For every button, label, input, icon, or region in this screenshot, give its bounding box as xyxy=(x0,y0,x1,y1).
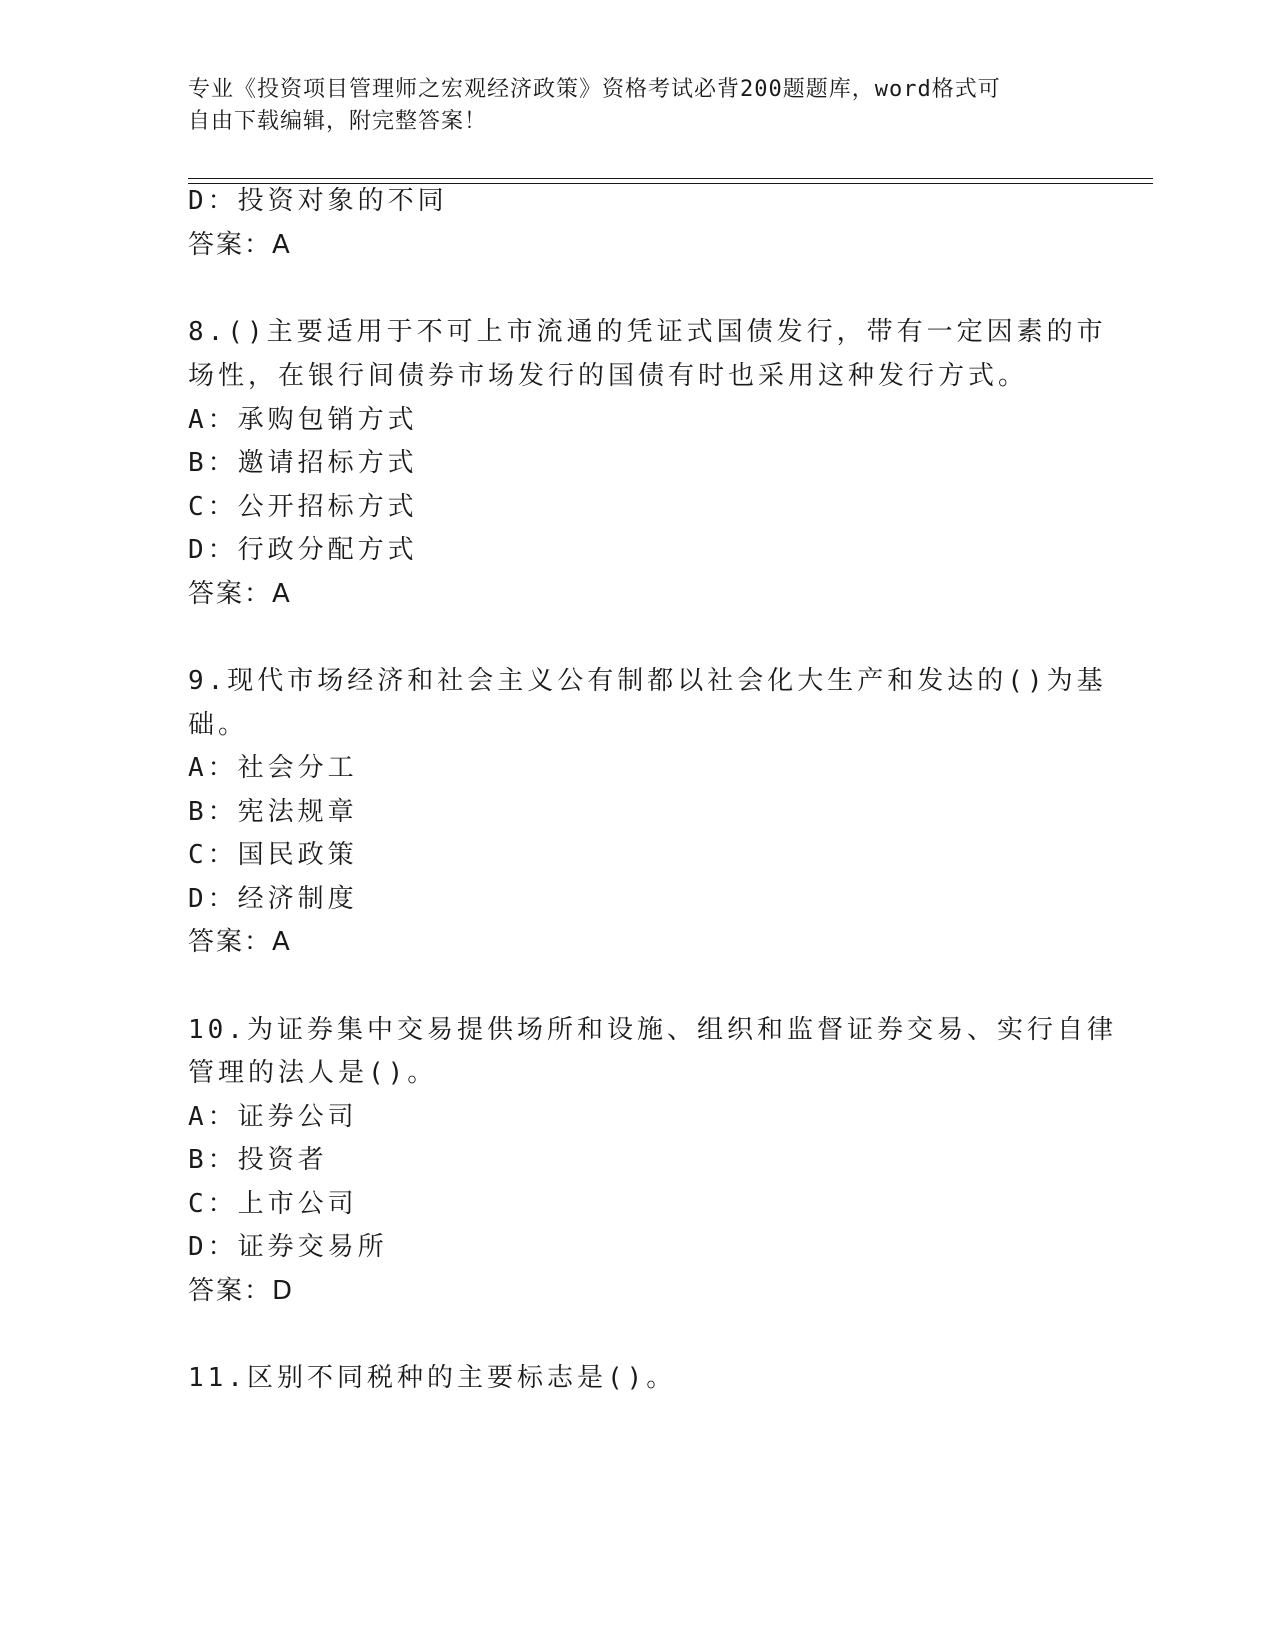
q10-option-a: A：证券公司 xyxy=(188,1102,358,1132)
q11-stem-line-1: 11.区别不同税种的主要标志是()。 xyxy=(188,1363,677,1393)
q9-answer: 答案：A xyxy=(188,927,292,957)
prev-answer: 答案：A xyxy=(188,230,292,260)
q9-option-a: A：社会分工 xyxy=(188,753,358,783)
q9-option-b: B：宪法规章 xyxy=(188,797,358,827)
prev-option-d: D：投资对象的不同 xyxy=(188,186,448,216)
header-line-1: 专业《投资项目管理师之宏观经济政策》资格考试必背200题题库，word格式可 xyxy=(188,77,1001,102)
q8-option-b: B：邀请招标方式 xyxy=(188,448,418,478)
q9-stem-line-2: 础。 xyxy=(188,710,249,740)
header-line-2: 自由下载编辑，附完整答案！ xyxy=(188,109,488,134)
q9-option-d: D：经济制度 xyxy=(188,884,358,914)
q8-answer: 答案：A xyxy=(188,579,292,609)
q8-stem-line-2: 场性，在银行间债券市场发行的国债有时也采用这种发行方式。 xyxy=(188,361,1029,391)
header-divider-top xyxy=(188,178,1153,179)
q8-option-a: A：承购包销方式 xyxy=(188,405,418,435)
q8-option-d: D：行政分配方式 xyxy=(188,535,418,565)
q10-option-d: D：证券交易所 xyxy=(188,1232,388,1262)
q10-stem-line-2: 管理的法人是()。 xyxy=(188,1058,438,1088)
q8-stem-line-1: 8.()主要适用于不可上市流通的凭证式国债发行，带有一定因素的市 xyxy=(188,317,1107,347)
q10-stem-line-1: 10.为证券集中交易提供场所和设施、组织和监督证券交易、实行自律 xyxy=(188,1015,1117,1045)
document-header xyxy=(188,74,1088,138)
q10-answer: 答案：D xyxy=(188,1276,295,1306)
q10-option-c: C：上市公司 xyxy=(188,1189,358,1219)
q8-option-c: C：公开招标方式 xyxy=(188,492,418,522)
q9-option-c: C：国民政策 xyxy=(188,840,358,870)
q9-stem-line-1: 9.现代市场经济和社会主义公有制都以社会化大生产和发达的()为基 xyxy=(188,666,1107,696)
q10-option-b: B：投资者 xyxy=(188,1145,328,1175)
